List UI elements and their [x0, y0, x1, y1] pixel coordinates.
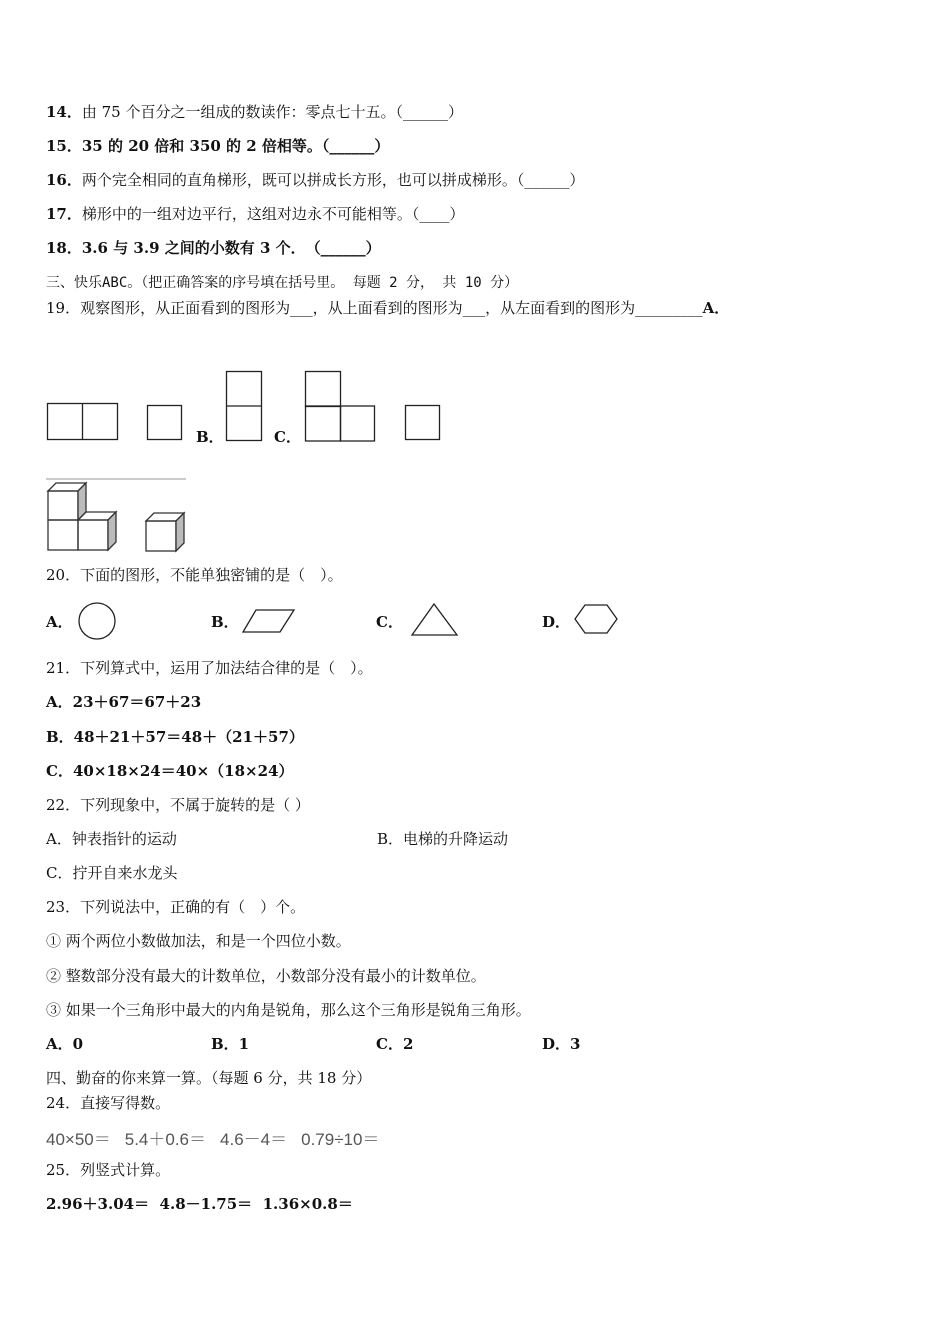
figure-c-l-shape	[305, 371, 376, 442]
section-3-heading: 三、快乐ABC。（把正确答案的序号填在括号里。 每题 2 分， 共 10 分）	[46, 275, 519, 291]
q25-items	[46, 1194, 353, 1214]
q23-statement-1: ① 两个两位小数做加法，和是一个四位小数。	[46, 932, 351, 950]
section-4-heading: 四、勤奋的你来算一算。（每题 6 分，共 18 分）	[46, 1069, 372, 1087]
option-a-label: A．	[702, 299, 730, 317]
question-number: 16．	[46, 171, 82, 189]
q21-option-a: A．23＋67＝67＋23	[46, 693, 202, 711]
q24-item-2: 5.4＋0.6＝	[124, 1130, 207, 1149]
question-text: 由 75 个百分之一组成的数读作：零点七十五。（______）	[81, 103, 464, 121]
q25-item-2: 4.8－1.75＝	[159, 1195, 253, 1213]
q22-option-c: C．拧开自来水龙头	[46, 864, 178, 882]
question-text: 梯形中的一组对边平行，这组对边永不可能相等。（____）	[81, 205, 465, 223]
triangle-shape	[411, 603, 459, 637]
question-15	[46, 136, 389, 156]
q22-option-b: B．电梯的升降运动	[377, 830, 509, 848]
question-number: 18．	[46, 239, 82, 257]
question-text: 35 的 20 倍和 350 的 2 倍相等。（______）	[81, 137, 390, 155]
q23-option-a: A．0	[46, 1035, 84, 1053]
figure-b-stacked-squares	[226, 371, 263, 442]
q20-option-c: C．	[376, 613, 403, 631]
question-25: 25．列竖式计算。	[46, 1161, 171, 1179]
q20-option-b: B．	[211, 613, 239, 631]
q23-statement-3: ③ 如果一个三角形中最大的内角是锐角，那么这个三角形是锐角三角形。	[46, 1001, 531, 1019]
question-text: 19．观察图形，从正面看到的图形为___，从上面看到的图形为___，从左面看到的图形为_________	[46, 299, 703, 317]
question-21: 21．下列算式中，运用了加法结合律的是（ ）。	[46, 659, 373, 677]
q23-option-b: B．1	[211, 1035, 250, 1053]
question-18	[46, 238, 381, 258]
figure-3d-cubes	[46, 478, 188, 554]
q24-item-3: 4.6－4＝	[220, 1130, 288, 1149]
q20-option-d: D．	[542, 613, 571, 631]
q20-option-a: A．	[46, 613, 73, 631]
figure-single-square-2	[405, 405, 441, 441]
figure-single-square	[147, 405, 183, 441]
option-c-label: C．	[274, 428, 301, 446]
question-14	[46, 102, 463, 122]
circle-shape	[78, 601, 118, 641]
question-text: 两个完全相同的直角梯形，既可以拼成长方形，也可以拼成梯形。（______）	[81, 171, 585, 189]
option-b-label: B．	[196, 428, 224, 446]
question-24: 24．直接写得数。	[46, 1094, 171, 1112]
question-19	[46, 298, 729, 318]
q23-option-c: C．2	[376, 1035, 414, 1053]
q21-option-c: C．40×18×24＝40×（18×24）	[46, 762, 294, 780]
parallelogram-shape	[242, 609, 296, 634]
q21-option-b: B．48＋21＋57＝48＋（21＋57）	[46, 728, 304, 746]
q23-statement-2: ② 整数部分没有最大的计数单位，小数部分没有最小的计数单位。	[46, 967, 486, 985]
question-20: 20．下面的图形，不能单独密铺的是（ ）。	[46, 566, 343, 584]
q24-item-1: 40×50＝	[46, 1130, 111, 1149]
question-22: 22．下列现象中，不属于旋转的是（ ）	[46, 796, 310, 814]
question-number: 14．	[46, 103, 82, 121]
figure-a-two-squares	[47, 403, 119, 441]
q25-item-3: 1.36×0.8＝	[262, 1195, 353, 1213]
question-number: 15．	[46, 137, 82, 155]
question-17	[46, 204, 464, 224]
q24-items	[46, 1125, 393, 1150]
question-23: 23．下列说法中，正确的有（ ）个。	[46, 898, 306, 916]
question-text: 3.6 与 3.9 之间的小数有 3 个． （______）	[81, 239, 381, 257]
q22-option-a: A．钟表指针的运动	[46, 830, 177, 848]
q23-option-d: D．3	[542, 1035, 581, 1053]
q25-item-1: 2.96＋3.04＝	[46, 1195, 150, 1213]
hexagon-shape	[574, 604, 619, 636]
q24-item-4: 0.79÷10＝	[301, 1130, 380, 1149]
question-16	[46, 170, 584, 190]
question-number: 17．	[46, 205, 82, 223]
